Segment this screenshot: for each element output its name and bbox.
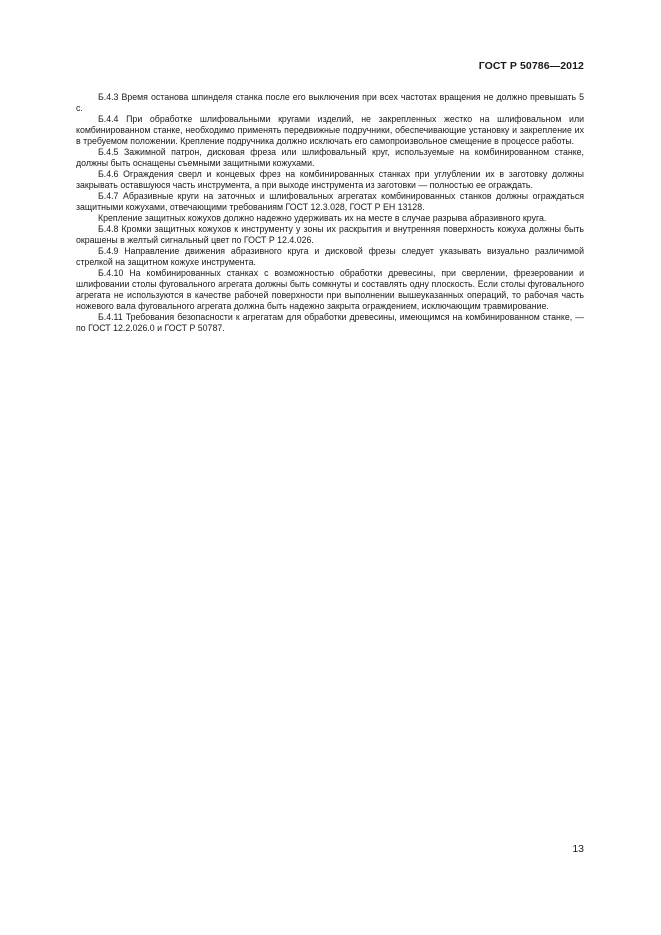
- paragraph-b-4-4: Б.4.4 При обработке шлифовальными кругами изделий, не закрепленных жестко на шлифовальном или комбинированном станке, необходимо применять передвижные подручники, обеспечивающие установку и закрепление их в требуемом положении. Крепление подручника должно исключать его самопроизвольное смещение в процессе работы.: [76, 114, 584, 146]
- paragraph-b-4-9: Б.4.9 Направление движения абразивного круга и дисковой фрезы следует указывать визуально различимой стрелкой на защитном кожухе инструмента.: [76, 246, 584, 267]
- document-body: [76, 92, 584, 334]
- paragraph-b-4-8: Б.4.8 Кромки защитных кожухов к инструменту у зоны их раскрытия и внутренняя поверхность кожуха должны быть окрашены в желтый сигнальный цвет по ГОСТ Р 12.4.026.: [76, 224, 584, 245]
- paragraph-b-4-7: Б.4.7 Абразивные круги на заточных и шлифовальных агрегатах комбинированных станков должны ограждаться защитными кожухами, отвечающими требованиям ГОСТ 12.3.028, ГОСТ Р ЕН 13128.: [76, 191, 584, 212]
- paragraph-b-4-3: Б.4.3 Время останова шпинделя станка после его выключения при всех частотах вращения не должно превышать 5 с.: [76, 92, 584, 113]
- paragraph-b-4-7-fastening: Крепление защитных кожухов должно надежно удерживать их на месте в случае разрыва абразивного круга.: [98, 213, 547, 223]
- paragraph-b-4-10: Б.4.10 На комбинированных станках с возможностью обработки древесины, при сверлении, фрезеровании и шлифовании столы фуговального агрегата должны быть сомкнуты и составлять одну плоскость. Если столы фуговального агрегата не используются в качестве рабочей поверхности при выполнении вышеуказанных операций, то рабочая часть ножевого вала фуговального агрегата должна быть надежно закрыта ограждением, исключающим травмирование.: [76, 268, 584, 311]
- paragraph-b-4-11: Б.4.11 Требования безопасности к агрегатам для обработки древесины, имеющимся на комбинированном станке, — по ГОСТ 12.2.026.0 и ГОСТ Р 50787.: [76, 312, 584, 333]
- paragraph-b-4-5: Б.4.5 Зажимной патрон, дисковая фреза или шлифовальный круг, используемые на комбинированном станке, должны быть оснащены съемными защитными кожухами.: [76, 147, 584, 168]
- document-header: ГОСТ Р 50786—2012: [478, 60, 584, 72]
- page-number: 13: [572, 843, 584, 855]
- paragraph-b-4-6: Б.4.6 Ограждения сверл и концевых фрез на комбинированных станках при углублении их в заготовку должны закрывать оставшуюся часть инструмента, а при выходе инструмента из заготовки — полностью ее ограждать.: [76, 169, 584, 190]
